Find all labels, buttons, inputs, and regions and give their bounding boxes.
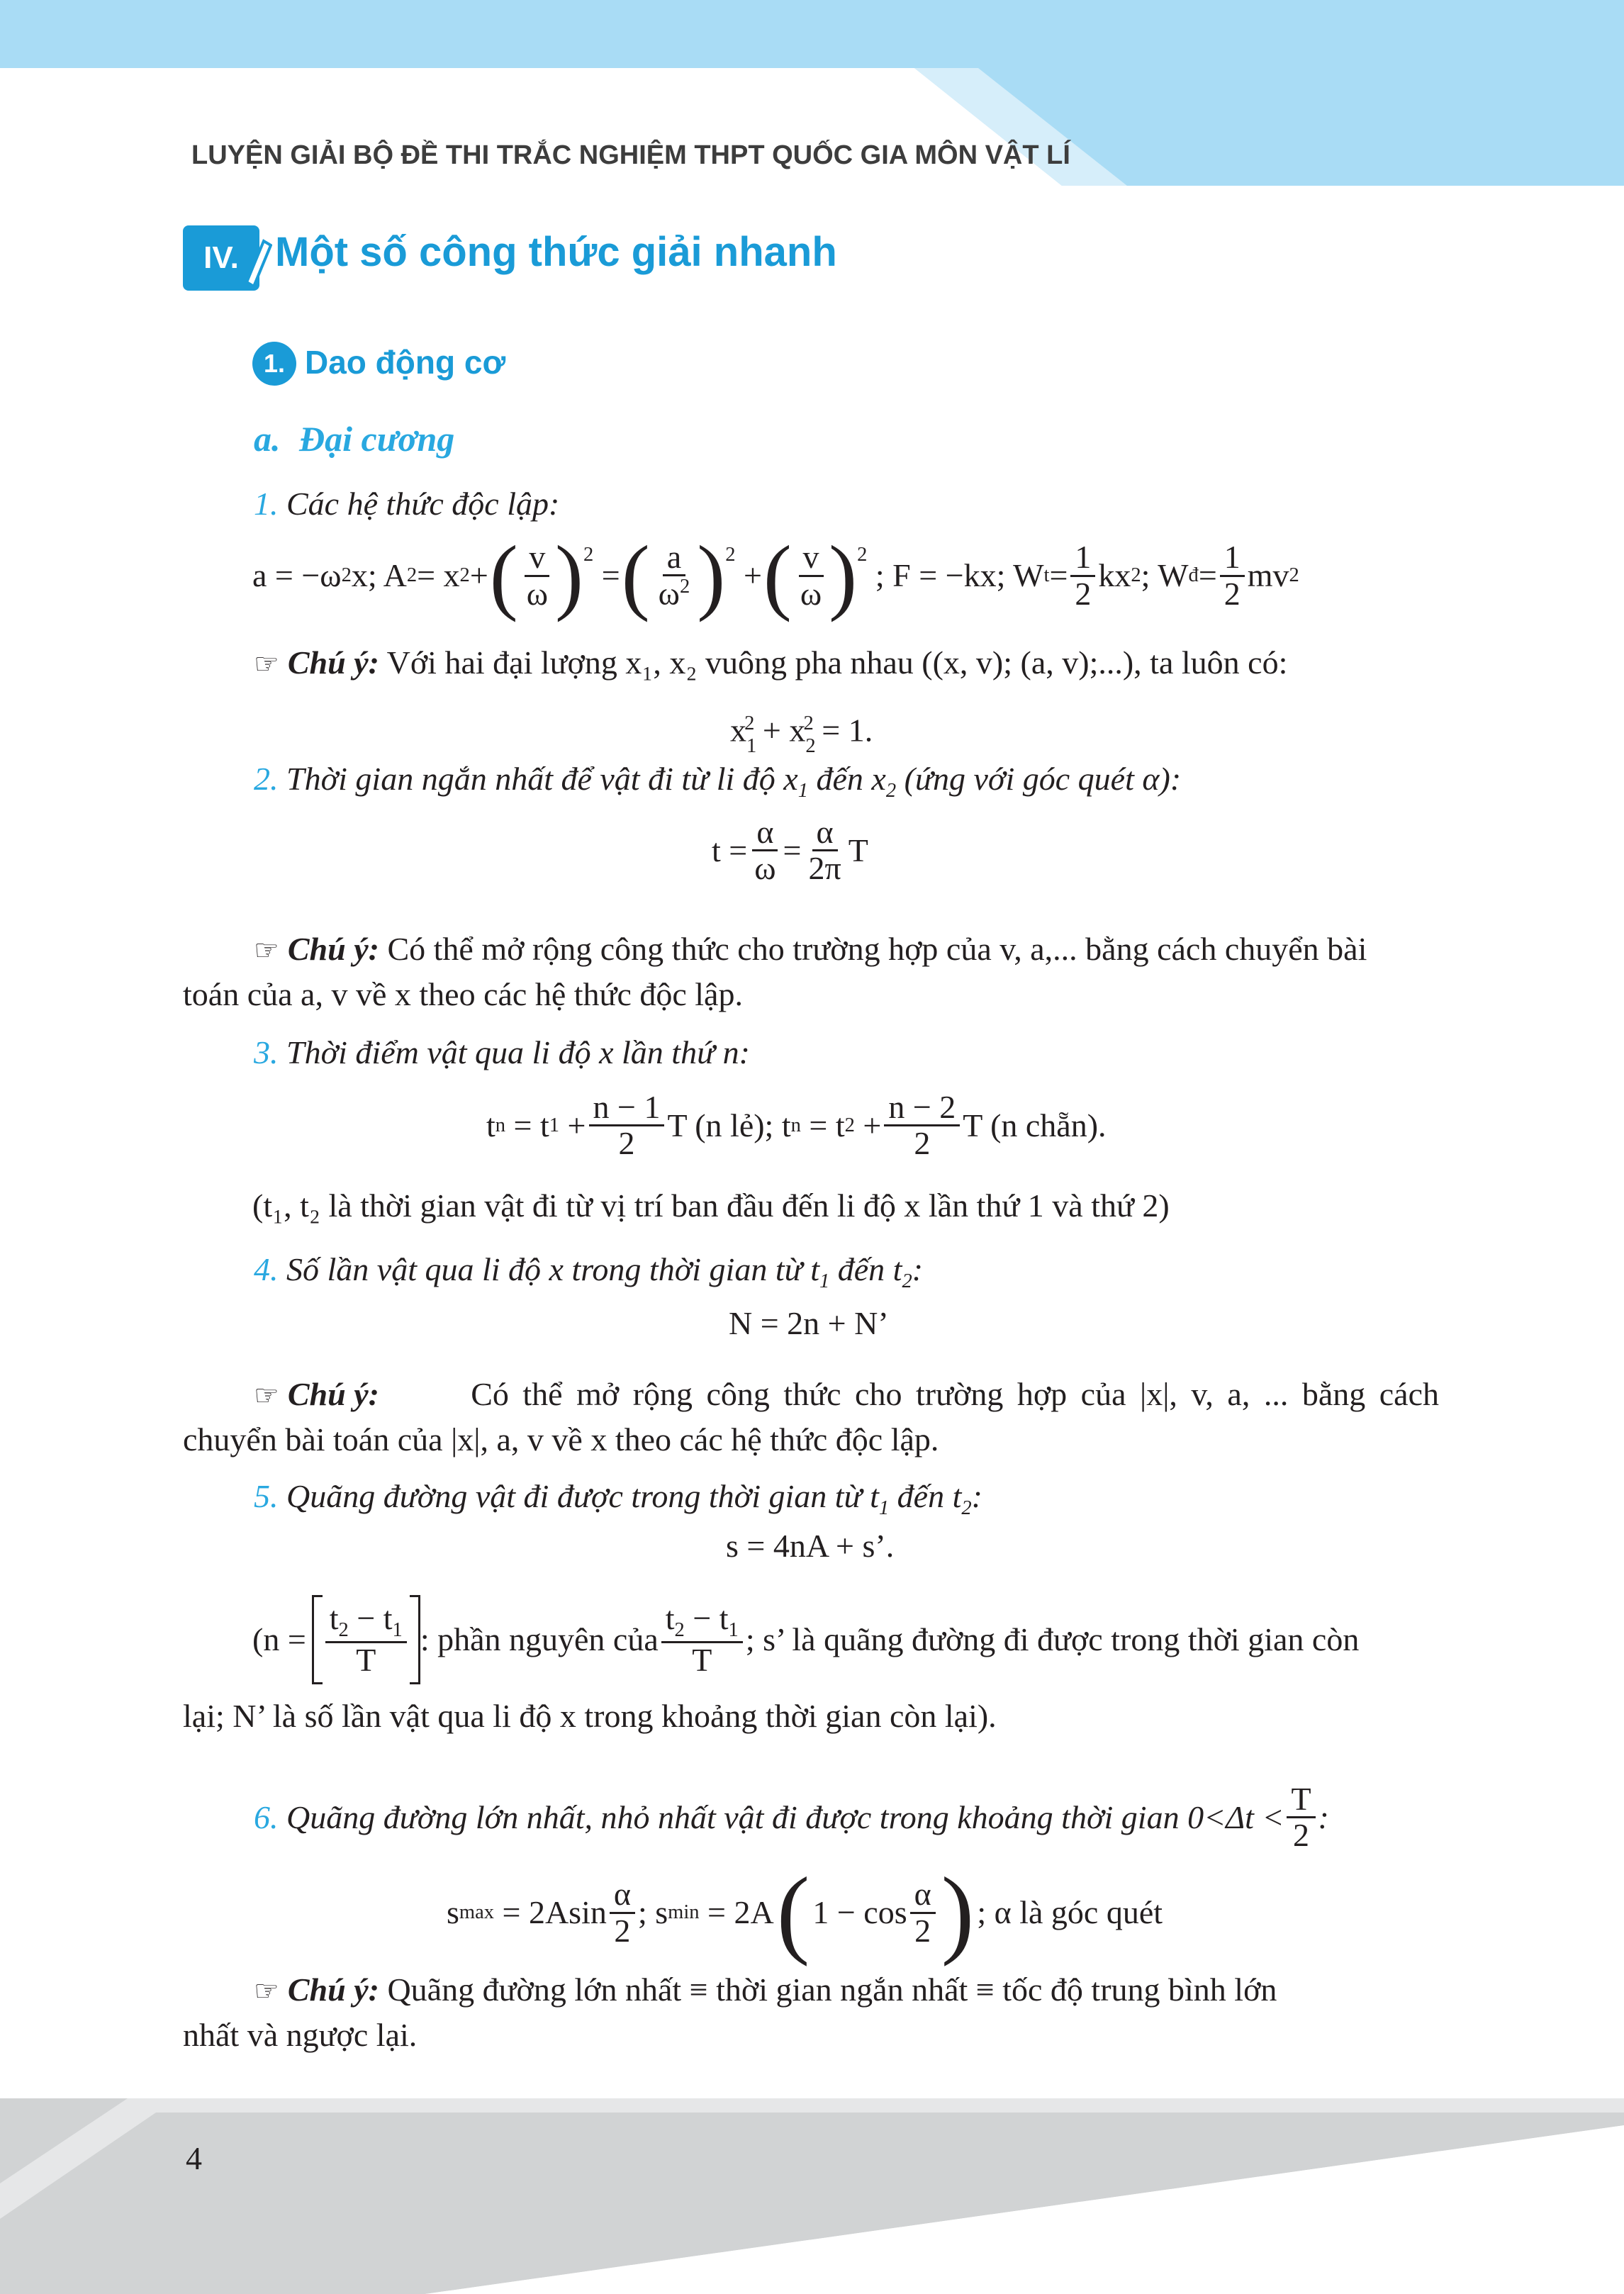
pointing-hand-icon: ☞ (254, 1975, 279, 2008)
subsection-badge-label: 1. (263, 349, 286, 378)
item-3-title (254, 1031, 750, 1075)
part-a-label: a. (254, 419, 281, 459)
s-note-part-1: : phần nguyên của (420, 1621, 659, 1657)
formula-N: N = 2n + N’ (729, 1305, 889, 1341)
formula-nth-pass: t n = t 1 + $\frac{n - 1}{2}$ T (n lẻ); t n = t 2 + $\frac{n - 2}{2}$ T (n chẵn). (486, 1089, 1107, 1162)
note-1-text: Với hai đại lượng x₁, x₂ vuông pha nhau ((x, v); (a, v);...), ta luôn có: (386, 644, 1288, 681)
s-note: (n = $\frac{t_2 - t_1}{T}$ : phần nguyên của $\frac{t_2 - t_1}{T}$ ; s’ là quãng đường đi được trong thời gian còn (252, 1595, 1439, 1684)
item-4-title: 4. Số lần vật qua li độ x trong thời gian từ $t_1$ đến $t_2$: (254, 1251, 924, 1293)
item-1-title (254, 482, 559, 526)
note-2 (183, 927, 1439, 1017)
note-3 (183, 1372, 1439, 1462)
note-label: Chú ý: (287, 931, 379, 967)
section-badge-label: IV. (203, 240, 239, 275)
item-5-title: 5. Quãng đường vật đi được trong thời gian từ $t_1$ đến $t_2$: (254, 1478, 982, 1520)
part-a-title: Đại cương (299, 419, 455, 459)
item-2-number: 2. (254, 761, 279, 797)
item-6-title: 6. Quãng đường lớn nhất, nhỏ nhất vật đi được trong khoảng thời gian 0<Δt < $\frac{T}{2}$ : (254, 1781, 1329, 1854)
part-a-heading (254, 418, 454, 459)
formula-independent-relations: a = −ω 2 x; A 2 = x 2 + ( $\frac{v}{\omega}$ ) $^2$ = ( $\frac{a}{\omega^2}$ ) $^2$ + ( $\frac{v}{\omega}$ ) $^2$ ; F = −kx; W $_t$ = $\frac{1}{2}$ kx 2 ; W đ = $\frac{1}{2}$ mv 2 (252, 528, 1299, 622)
item-2-title: 2. Thời gian ngắn nhất để vật đi từ li độ $x_1$ đến $x_2$ (ứng với góc quét α): (254, 761, 1182, 802)
item-6-number: 6. (254, 1798, 279, 1835)
even-case-text: T (n chẵn). (963, 1107, 1107, 1143)
pointing-hand-icon: ☞ (254, 934, 279, 967)
note-2-line-2: toán của a, v về x theo các hệ thức độc lập. (183, 976, 743, 1012)
s-note-line-2: lại; N’ là số lần vật qua li độ x trong khoảng thời gian còn lại). (183, 1698, 997, 1734)
note-2-line-1: Có thể mở rộng công thức cho trường hợp của v, a,... bằng cách chuyển bài (387, 931, 1367, 967)
odd-case-text: T (n lẻ); (667, 1107, 774, 1143)
t-note: (t₁, t₂ là thời gian vật đi từ vị trí ban đầu đến li độ x lần thứ 1 và thứ 2) (252, 1187, 1170, 1224)
item-1-text: Các hệ thức độc lập: (286, 486, 560, 522)
note-label: Chú ý: (287, 1971, 379, 2008)
pointing-hand-icon: ☞ (254, 648, 279, 681)
subsection-badge (252, 342, 296, 386)
s-note-part-2: ; s’ là quãng đường đi được trong thời gian còn (745, 1621, 1360, 1657)
footer-band (0, 2098, 1624, 2294)
formula-s: s = 4nA + s’. (726, 1528, 895, 1564)
note-4 (183, 1968, 1439, 2057)
page-number: 4 (186, 2140, 202, 2176)
running-header: LUYỆN GIẢI BỘ ĐỀ THI TRẮC NGHIỆM THPT QUỐC GIA MÔN VẬT LÍ (191, 140, 1070, 170)
item-4-number: 4. (254, 1251, 279, 1287)
note-4-line-2: nhất và ngược lại. (183, 2017, 418, 2053)
item-4-text: Số lần vật qua li độ x trong thời gian từ t (286, 1251, 819, 1287)
formula-quadrature: $x_1^2 + x_2^2 = 1$. (730, 712, 873, 758)
note-3-line-2: chuyển bài toán của |x|, a, v về x theo các hệ thức độc lập. (183, 1421, 939, 1457)
note-1 (254, 641, 1287, 686)
item-3-text: Thời điểm vật qua li độ x lần thứ n: (286, 1034, 750, 1070)
pencil-icon (233, 234, 272, 291)
pointing-hand-icon: ☞ (254, 1380, 279, 1412)
formula-min-time: t = $\frac{\alpha}{\omega}$ = $\frac{\alpha}{2\pi}$ T (712, 814, 868, 887)
formula-s-max-min: s max = 2Asin $\frac{\alpha}{2}$ ; s min = 2A ( 1 − cos $\frac{\alpha}{2}$ ) ; α là góc quét (447, 1857, 1163, 1967)
item-6-text: Quãng đường lớn nhất, nhỏ nhất vật đi được trong khoảng thời gian 0<Δt < (286, 1798, 1284, 1835)
alpha-note: ; α là góc quét (977, 1894, 1163, 1930)
note-label: Chú ý: (287, 644, 379, 681)
item-1-number: 1. (254, 486, 279, 522)
note-3-line-1: Có thể mở rộng công thức cho trường hợp của |x|, v, a, ... bằng cách (471, 1376, 1439, 1412)
subsection-title: Dao động cơ (305, 344, 506, 381)
item-5-number: 5. (254, 1478, 279, 1514)
item-3-number: 3. (254, 1034, 279, 1070)
note-label: Chú ý: (287, 1376, 379, 1412)
section-title: Một số công thức giải nhanh (275, 229, 837, 275)
note-4-line-1: Quãng đường lớn nhất ≡ thời gian ngắn nhất ≡ tốc độ trung bình lớn (387, 1971, 1277, 2008)
item-5-text: Quãng đường vật đi được trong thời gian từ t (286, 1478, 879, 1514)
item-2-text: Thời gian ngắn nhất để vật đi từ li độ x (286, 761, 798, 797)
